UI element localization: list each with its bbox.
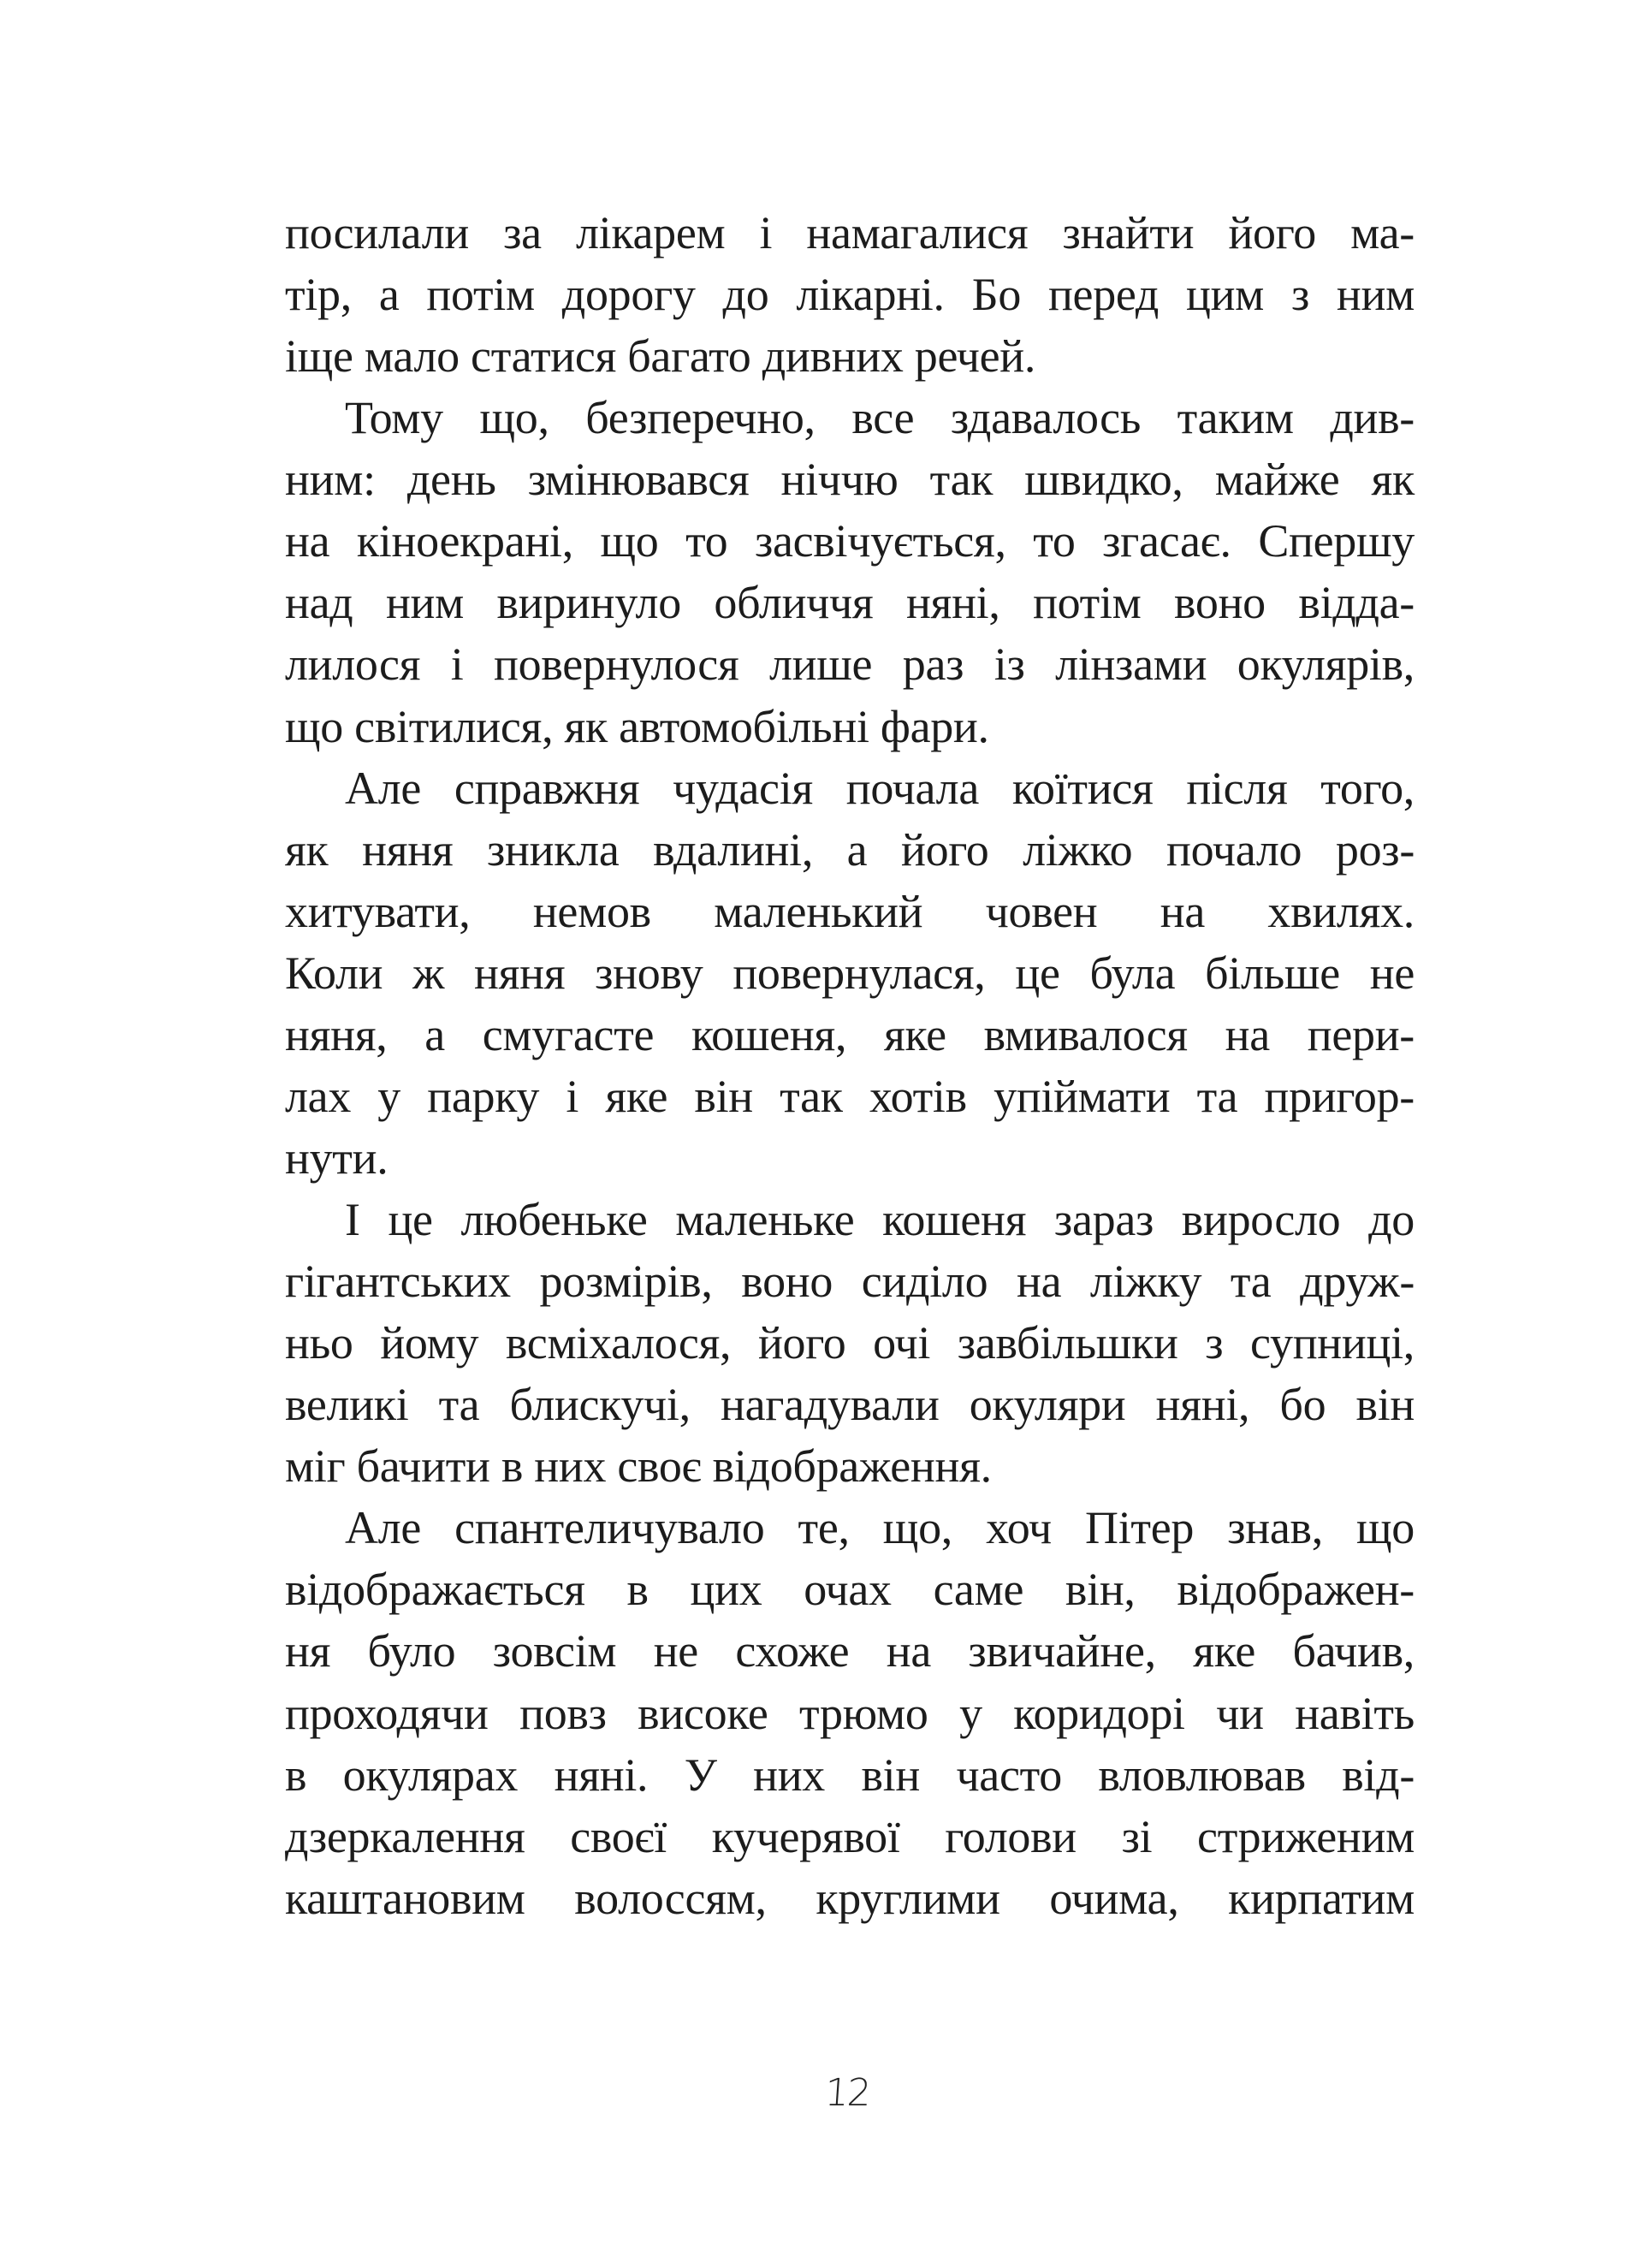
- paragraph-4: [285, 1189, 1415, 1497]
- text-line: великі та блискучі, нагадували окуляри няні, бо він: [285, 1379, 1415, 1431]
- text-line: посилали за лікарем і намагалися знайти його ма-: [285, 207, 1415, 258]
- text-line: Тому що, безперечно, все здавалось таким див-: [345, 392, 1415, 444]
- paragraph-2: [285, 387, 1415, 757]
- text-line: Але спантеличувало те, що, хоч Пітер знав, що: [345, 1502, 1415, 1554]
- paragraph-5: [285, 1497, 1415, 1928]
- paragraph-1: [285, 202, 1415, 387]
- text-line: каштановим волоссям, круглими очима, кирпатим: [285, 1872, 1415, 1924]
- text-line: проходячи повз високе трюмо у коридорі чи навіть: [285, 1687, 1415, 1739]
- text-line: І це любеньке маленьке кошеня зараз виросло до: [345, 1194, 1415, 1245]
- text-line: хитувати, немов маленький човен на хвилях.: [285, 885, 1415, 937]
- text-line: нути.: [285, 1131, 389, 1184]
- text-line: іще мало статися багато дивних речей.: [285, 330, 1036, 383]
- text-line: Коли ж няня знову повернулася, це була більше не: [285, 947, 1415, 999]
- text-line: тір, а потім дорогу до лікарні. Бо перед цим з ним: [285, 269, 1415, 321]
- text-line: няня, а смугасте кошеня, яке вмивалося на пери-: [285, 1008, 1415, 1060]
- page-number: 12: [823, 2071, 871, 2115]
- text-line: в окулярах няні. У них він часто вловлював від-: [285, 1748, 1415, 1801]
- text-line: дзеркалення своєї кучерявої голови зі стриженим: [285, 1810, 1415, 1862]
- text-line: ня було зовсім не схоже на звичайне, яке бачив,: [285, 1625, 1415, 1677]
- paragraph-3: [285, 757, 1415, 1189]
- text-line: відображається в цих очах саме він, відображен-: [285, 1564, 1415, 1616]
- text-line: ним: день змінювався ніччю так швидко, майже як: [285, 454, 1415, 506]
- text-line: Але справжня чудасія почала коїтися після того,: [345, 762, 1415, 814]
- body-text: [285, 202, 1415, 1929]
- text-line: на кіноекрані, що то засвічується, то згасає. Спершу: [285, 515, 1415, 567]
- text-line: ньо йому всміхалося, його очі завбільшки з супниці,: [285, 1317, 1415, 1369]
- text-line: міг бачити в них своє відображення.: [285, 1440, 992, 1493]
- text-line: гігантських розмірів, воно сиділо на ліжку та друж-: [285, 1256, 1415, 1308]
- text-line: над ним виринуло обличчя няні, потім воно відда-: [285, 577, 1415, 629]
- text-line: лах у парку і яке він так хотів упіймати та пригор-: [285, 1070, 1415, 1122]
- text-line: що світилися, як автомобільні фари.: [285, 700, 989, 752]
- text-line: як няня зникла вдалині, а його ліжко почало роз-: [285, 823, 1415, 876]
- text-line: лилося і повернулося лише раз із лінзами окулярів,: [285, 638, 1415, 691]
